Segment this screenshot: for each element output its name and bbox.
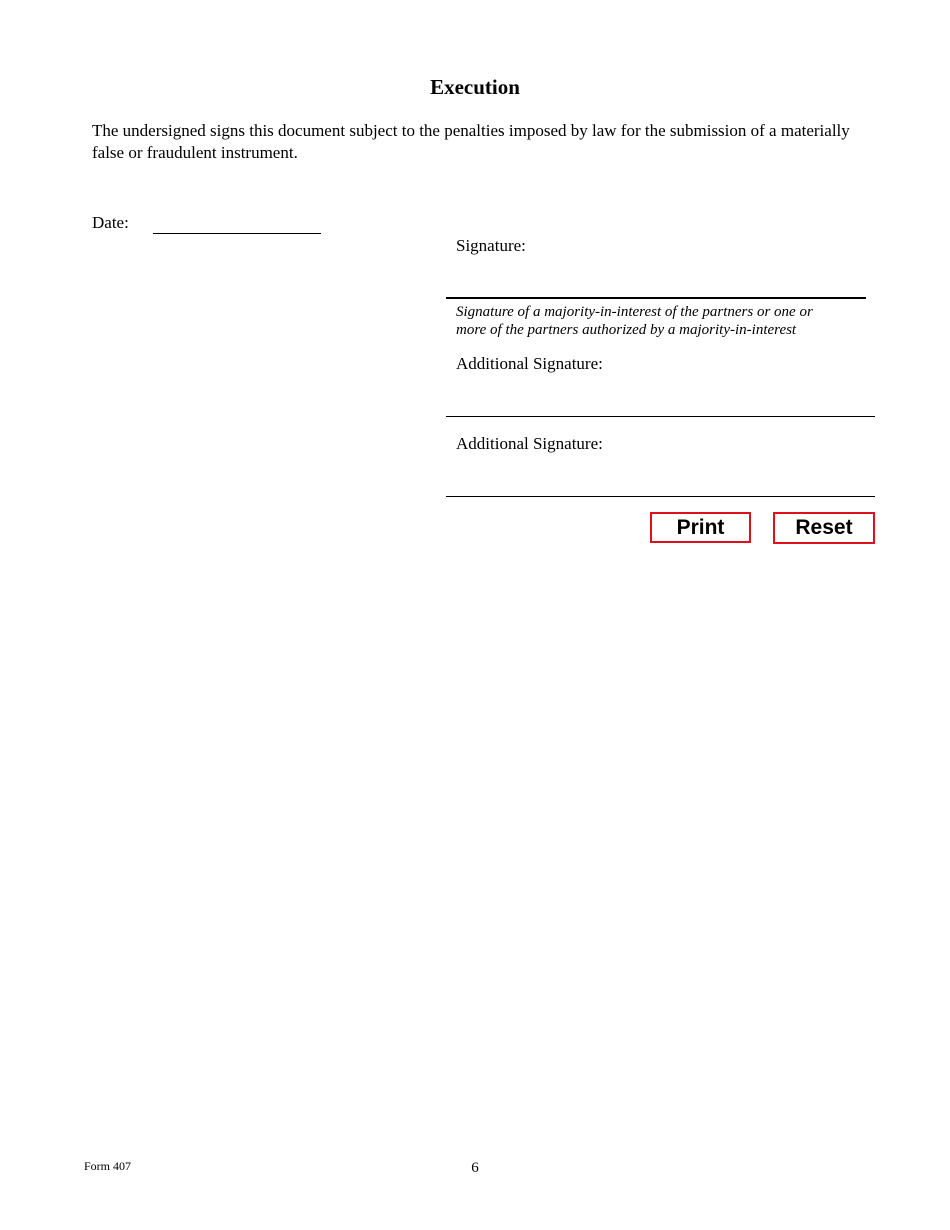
additional-signature-field-2[interactable] (446, 496, 875, 497)
signature-field[interactable] (446, 297, 866, 299)
additional-signature-label-1: Additional Signature: (456, 354, 603, 373)
reset-button[interactable]: Reset (773, 512, 875, 544)
signature-caption-line-2: more of the partners authorized by a majority-in-interest (456, 322, 797, 338)
signature-label: Signature: (456, 236, 526, 255)
additional-signature-label-2: Additional Signature: (456, 434, 603, 453)
section-heading: Execution (430, 75, 520, 99)
print-button[interactable]: Print (650, 512, 751, 543)
date-field[interactable] (153, 233, 321, 234)
additional-signature-field-1[interactable] (446, 416, 875, 417)
form-identifier: Form 407 (84, 1159, 132, 1173)
signature-caption-line-1: Signature of a majority-in-interest of the partners or one or (456, 304, 813, 320)
signature-caption (456, 303, 856, 339)
page-number: 6 (471, 1160, 479, 1176)
execution-statement: The undersigned signs this document subject to the penalties imposed by law for the submission of a materially false or fraudulent instrument. (92, 121, 850, 162)
date-label: Date: (92, 213, 129, 232)
